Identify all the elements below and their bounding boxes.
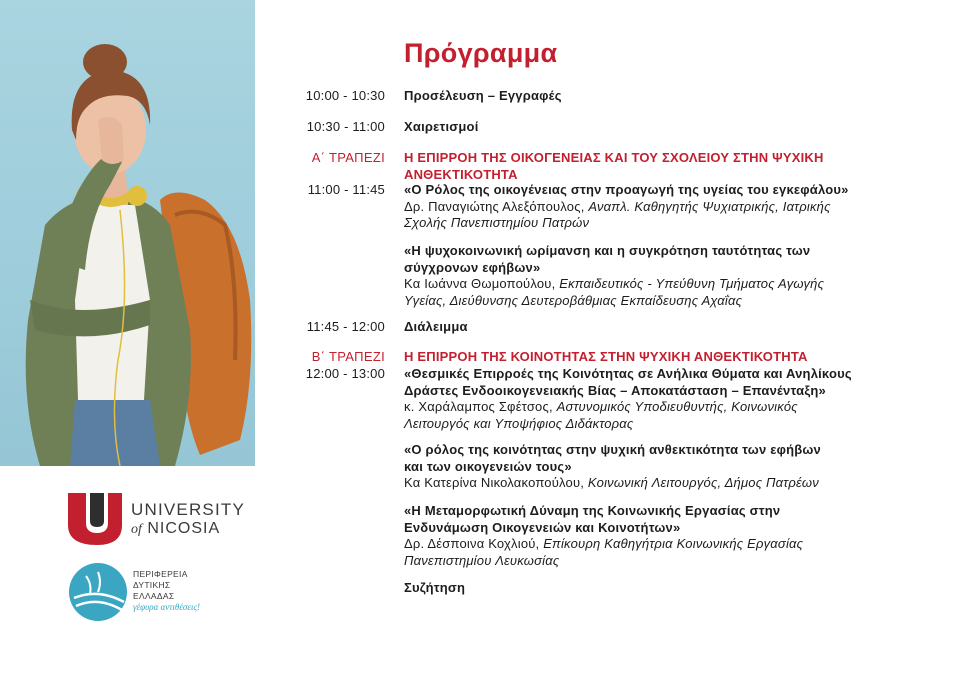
table-b-label: Β΄ ΤΡΑΠΕΖΙ — [311, 349, 385, 364]
event-registration: Προσέλευση – Εγγραφές — [404, 88, 562, 103]
region-western-greece-logo — [68, 562, 128, 622]
talk-title-cont: Ενδυνάμωση Οικογενειών και Κοινοτήτων» — [404, 519, 681, 535]
event-greetings: Χαιρετισμοί — [404, 119, 479, 134]
table-b-title: Η ΕΠΙΡΡΟΗ ΤΗΣ ΚΟΙΝΟΤΗΤΑΣ ΣΤΗΝ ΨΥΧΙΚΗ ΑΝΘΕΚΤΙΚΟΤΗΤΑ — [404, 349, 808, 364]
talk-title: «Ο ρόλος της κοινότητας στην ψυχική ανθεκτικότητα των εφήβων — [404, 442, 821, 457]
time-slot: 12:00 - 13:00 — [305, 366, 385, 381]
talk-title: «Η ψυχοκοινωνική ωρίμανση και η συγκρότηση ταυτότητας των — [404, 243, 811, 258]
talk-a1 — [404, 182, 934, 232]
student-illustration — [0, 0, 255, 466]
talk-title: «Ο Ρόλος της οικογένειας στην προαγωγή της υγείας του εγκεφάλου» — [404, 182, 849, 197]
time-slot: 10:30 - 11:00 — [306, 119, 385, 134]
talk-title: «Η Μεταμορφωτική Δύναμη της Κοινωνικής Εργασίας στην — [404, 503, 781, 518]
talk-b2 — [404, 442, 934, 492]
talk-speaker-line: Κα Ιωάννα Θωμοπούλου, Εκπαιδευτικός - Υπεύθυνη Τμήματος Αγωγής — [404, 276, 825, 291]
talk-b3 — [404, 503, 934, 569]
talk-title: «Θεσμικές Επιρροές της Κοινότητας σε Ανήλικα Θύματα και Ανηλίκους — [404, 366, 852, 381]
hero-photo — [0, 0, 255, 466]
university-wordmark-line2: of NICOSIA — [131, 520, 221, 537]
talk-speaker-role: Πανεπιστημίου Λευκωσίας — [404, 552, 560, 568]
talk-speaker-role: Υγείας, Διεύθυνσης Δευτεροβάθμιας Εκπαίδευσης Αχαΐας — [404, 292, 743, 308]
page-title: Πρόγραμμα — [404, 38, 558, 68]
talk-speaker-line: Κα Κατερίνα Νικολακοπούλου, Κοινωνική Λειτουργός, Δήμος Πατρέων — [404, 475, 819, 490]
talk-b1 — [404, 366, 934, 432]
table-a-title: Η ΕΠΙΡΡΟΗ ΤΗΣ ΟΙΚΟΓΕΝΕΙΑΣ ΚΑΙ ΤΟΥ ΣΧΟΛΕΙΟΥ ΣΤΗΝ ΨΥΧΙΚΗ ΑΝΘΕΚΤΙΚΟΤΗΤΑ — [404, 150, 824, 182]
event-break: Διάλειμμα — [404, 319, 468, 334]
talk-speaker-line: Δρ. Δέσποινα Κοχλιού, Επίκουρη Καθηγήτρια Κοινωνικής Εργασίας — [404, 536, 804, 551]
talk-speaker-role: Λειτουργός και Υποψήφιος Διδάκτορας — [404, 415, 634, 431]
region-name: ΠΕΡΙΦΕΡΕΙΑ ΔΥΤΙΚΗΣ ΕΛΛΑΔΑΣ — [133, 569, 188, 601]
talk-a2 — [404, 243, 934, 309]
talk-speaker-line: Δρ. Παναγιώτης Αλεξόπουλος, Αναπλ. Καθηγητής Ψυχιατρικής, Ιατρικής — [404, 198, 831, 214]
talk-speaker-role: Σχολής Πανεπιστημίου Πατρών — [404, 215, 590, 230]
talk-title-cont: Δράστες Ενδοοικογενειακής Βίας – Αποκατάσταση – Επανένταξη» — [404, 382, 826, 398]
time-slot: 11:45 - 12:00 — [306, 319, 385, 334]
university-wordmark-line1: UNIVERSITY — [131, 500, 246, 519]
talk-title-cont: και των οικογενειών τους» — [404, 458, 572, 474]
talk-title-cont: σύγχρονων εφήβων» — [404, 259, 541, 275]
event-discussion: Συζήτηση — [404, 580, 466, 595]
time-slot: 11:00 - 11:45 — [307, 182, 385, 197]
talk-speaker-line: κ. Χαράλαμπος Σφέτσος, Αστυνομικός Υποδιευθυντής, Κοινωνικός — [404, 399, 798, 414]
time-slot: 10:00 - 10:30 — [305, 88, 385, 103]
table-a-label: Α΄ ΤΡΑΠΕΖΙ — [311, 150, 385, 165]
region-slogan: γέφυρα αντιθέσεις! — [133, 602, 201, 612]
